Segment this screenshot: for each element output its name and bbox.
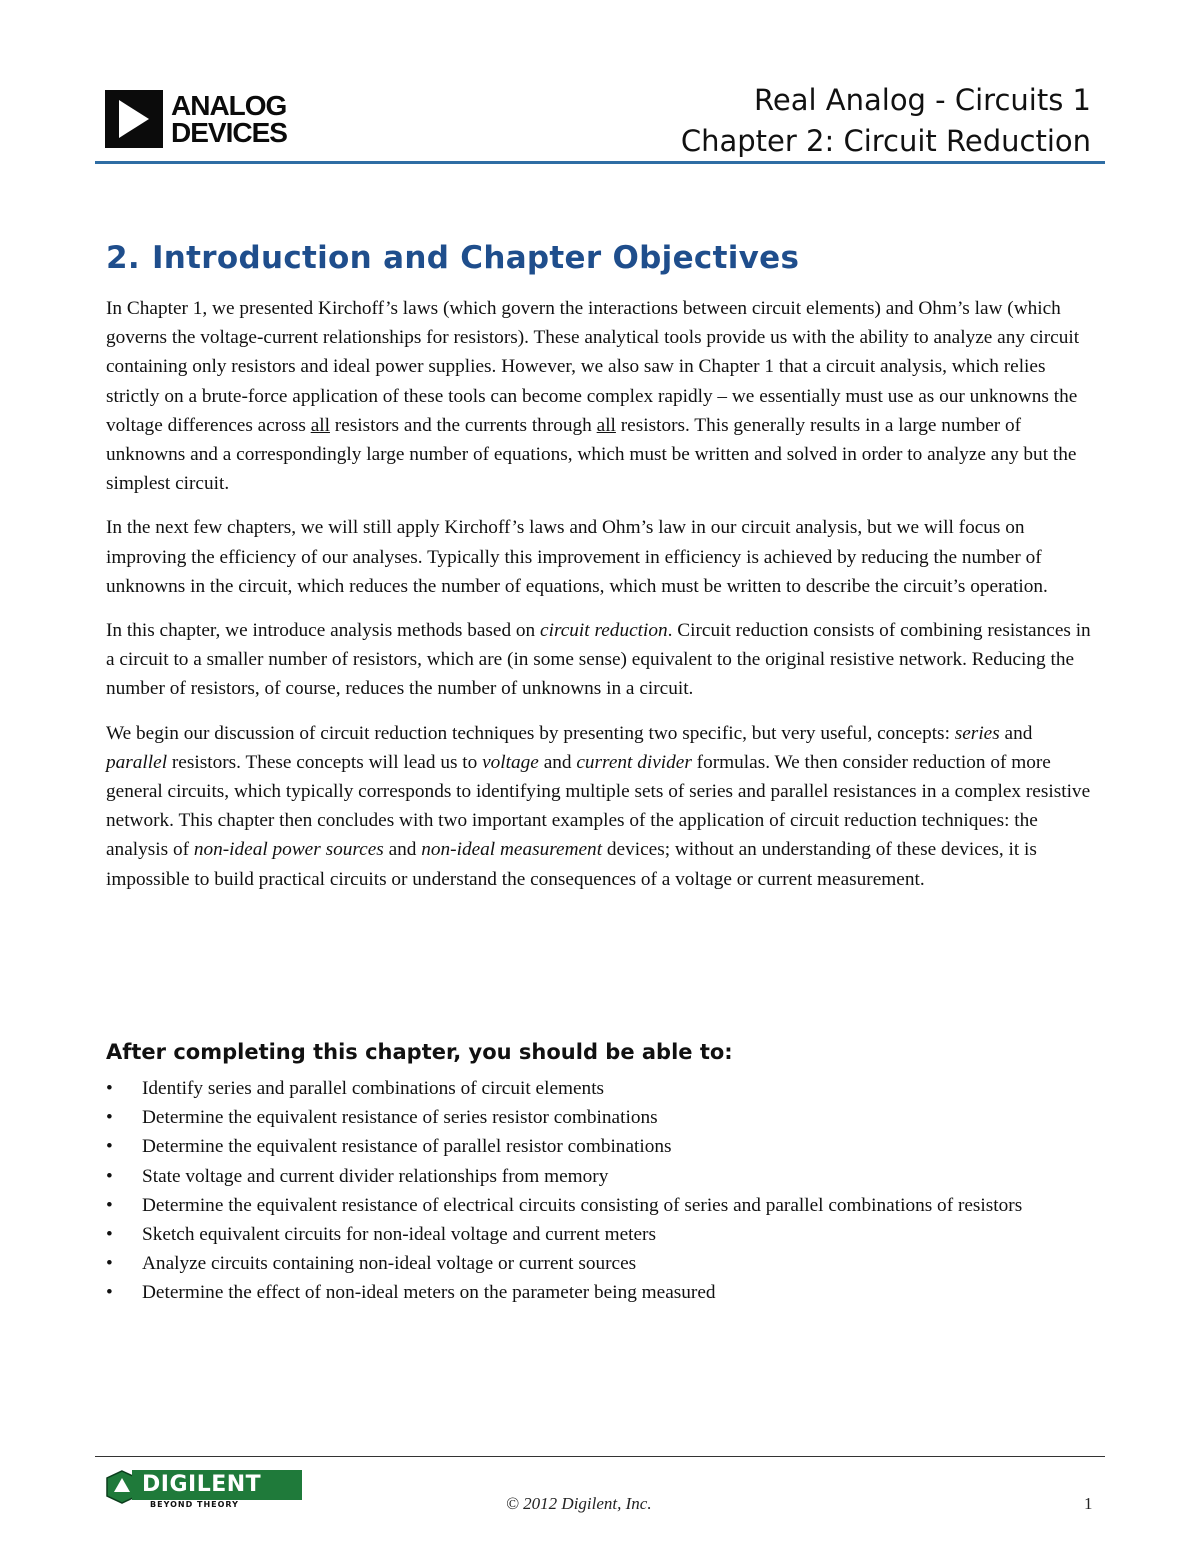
p3-text-b: . Circuit reduction consists of combining resistances in a circuit to a smaller number of resistors, which are (in some sense) equivalent to the original resistive network. Reducing the number of resistors, of course, reduces the number of unknowns in a circuit. bbox=[106, 620, 1091, 700]
header-titles bbox=[681, 80, 1091, 162]
section-number: 2. bbox=[106, 240, 140, 276]
objective-item bbox=[106, 1278, 1096, 1307]
p1-underline-all-2: all bbox=[596, 414, 616, 436]
footer-divider bbox=[95, 1456, 1105, 1457]
section-title: Introduction and Chapter Objectives bbox=[151, 240, 800, 276]
p4-text-g: devices; without an understanding of these devices, it is impossible to build practical circuits or understand the consequences of a voltage or current measurement. bbox=[106, 839, 1037, 890]
objectives-list bbox=[106, 1074, 1096, 1308]
bullet-icon: • bbox=[106, 1165, 113, 1187]
bullet-icon: • bbox=[106, 1078, 113, 1099]
paragraph-4 bbox=[106, 719, 1096, 894]
digilent-tagline: BEYOND THEORY bbox=[150, 1500, 239, 1509]
objective-text: Determine the equivalent resistance of electrical circuits consisting of series and parallel combinations of resistors bbox=[142, 1194, 1023, 1216]
bullet-icon: • bbox=[106, 1224, 113, 1246]
p4-text-f: and bbox=[383, 839, 422, 861]
objective-text: Determine the effect of non-ideal meters on the parameter being measured bbox=[142, 1282, 716, 1304]
analog-devices-logo-text bbox=[171, 92, 287, 146]
p4-italic-non-ideal-measurement: non-ideal measurement bbox=[421, 839, 603, 861]
objective-item bbox=[106, 1162, 1096, 1191]
digilent-logo bbox=[106, 1470, 304, 1510]
p1-text-a: In Chapter 1, we presented Kirchoff’s laws (which govern the interactions between circuit elements) and Ohm’s law (which governs the voltage-current relationships for resistors). These analytical tools provide us with the ability to analyze any circuit containing only resistors and ideal power supplies. However, we also saw in Chapter 1 that a circuit analysis, which relies strictly on a brute-force application of these tools can become complex rapidly – we essentially must use as our unknowns the voltage differences across bbox=[106, 298, 1080, 436]
p4-text-d: and bbox=[538, 751, 577, 773]
header-divider bbox=[95, 161, 1105, 164]
page-number: 1 bbox=[1084, 1494, 1093, 1513]
p4-text-c: resistors. These concepts will lead us to bbox=[167, 751, 483, 773]
analog-devices-logo bbox=[105, 90, 305, 148]
header-title: Real Analog - Circuits 1 bbox=[754, 83, 1091, 117]
p4-italic-current-divider: current divider bbox=[576, 751, 692, 773]
digilent-wordmark: DIGILENT bbox=[132, 1470, 302, 1500]
section-heading bbox=[106, 240, 1096, 276]
paragraph-1 bbox=[106, 294, 1096, 498]
objective-item bbox=[106, 1132, 1096, 1161]
copyright-notice: © 2012 Digilent, Inc. bbox=[506, 1494, 652, 1513]
logo-line-2: DEVICES bbox=[171, 117, 287, 148]
p4-text-e: formulas. We then consider reduction of more general circuits, which typically corresponds to identifying multiple sets of series and parallel resistances in a complex resistive network. This chapter then concludes with two important examples of the application of circuit reduction techniques: the analysis of bbox=[106, 751, 1091, 861]
p1-underline-all-1: all bbox=[310, 414, 330, 436]
main-content bbox=[106, 240, 1096, 909]
objectives-section bbox=[106, 1040, 1096, 1308]
objective-text: Identify series and parallel combinations of circuit elements bbox=[142, 1078, 605, 1099]
paragraph-3 bbox=[106, 616, 1096, 704]
p3-italic-circuit-reduction: circuit reduction bbox=[540, 620, 668, 642]
objective-text: Analyze circuits containing non-ideal voltage or current sources bbox=[142, 1253, 637, 1275]
p1-text-b: resistors and the currents through bbox=[329, 414, 597, 436]
p4-text-b: and bbox=[999, 722, 1033, 744]
p1-text-c: resistors. This generally results in a large number of unknowns and a correspondingly large number of equations, which must be written and solved in order to analyze any but the simplest circuit. bbox=[106, 414, 1077, 495]
objective-text: Determine the equivalent resistance of parallel resistor combinations bbox=[142, 1136, 672, 1158]
objective-text: Determine the equivalent resistance of series resistor combinations bbox=[142, 1107, 658, 1129]
objective-item bbox=[106, 1103, 1096, 1132]
p4-italic-voltage: voltage bbox=[482, 751, 539, 773]
p4-italic-parallel: parallel bbox=[106, 751, 168, 773]
p4-text-a: We begin our discussion of circuit reduction techniques by presenting two specific, but very useful, concepts: bbox=[106, 722, 955, 744]
paragraph-2: In the next few chapters, we will still apply Kirchoff’s laws and Ohm’s law in our circuit analysis, but we will focus on improving the efficiency of our analyses. Typically this improvement in efficiency is achieved by reducing the number of unknowns in the circuit, which reduces the number of equations, which must be written to describe the circuit’s operation. bbox=[106, 517, 1048, 597]
bullet-icon: • bbox=[106, 1253, 113, 1275]
logo-line-1: ANALOG bbox=[171, 90, 287, 121]
objective-item bbox=[106, 1220, 1096, 1249]
objective-text: Sketch equivalent circuits for non-ideal voltage and current meters bbox=[142, 1224, 656, 1246]
objective-item bbox=[106, 1249, 1096, 1278]
p4-italic-non-ideal-power-sources: non-ideal power sources bbox=[193, 839, 384, 861]
objective-item bbox=[106, 1074, 1096, 1103]
analog-devices-logo-mark bbox=[105, 90, 163, 148]
objective-text: State voltage and current divider relationships from memory bbox=[142, 1165, 609, 1187]
objective-item bbox=[106, 1191, 1096, 1220]
bullet-icon: • bbox=[106, 1136, 113, 1158]
p4-italic-series: series bbox=[954, 722, 1000, 744]
bullet-icon: • bbox=[106, 1107, 113, 1129]
bullet-icon: • bbox=[106, 1282, 113, 1304]
objectives-heading: After completing this chapter, you should be able to: bbox=[106, 1040, 733, 1064]
header-subtitle: Chapter 2: Circuit Reduction bbox=[680, 124, 1091, 158]
page-header bbox=[95, 80, 1105, 164]
p3-text-a: In this chapter, we introduce analysis methods based on bbox=[106, 620, 541, 642]
bullet-icon: • bbox=[106, 1194, 113, 1216]
